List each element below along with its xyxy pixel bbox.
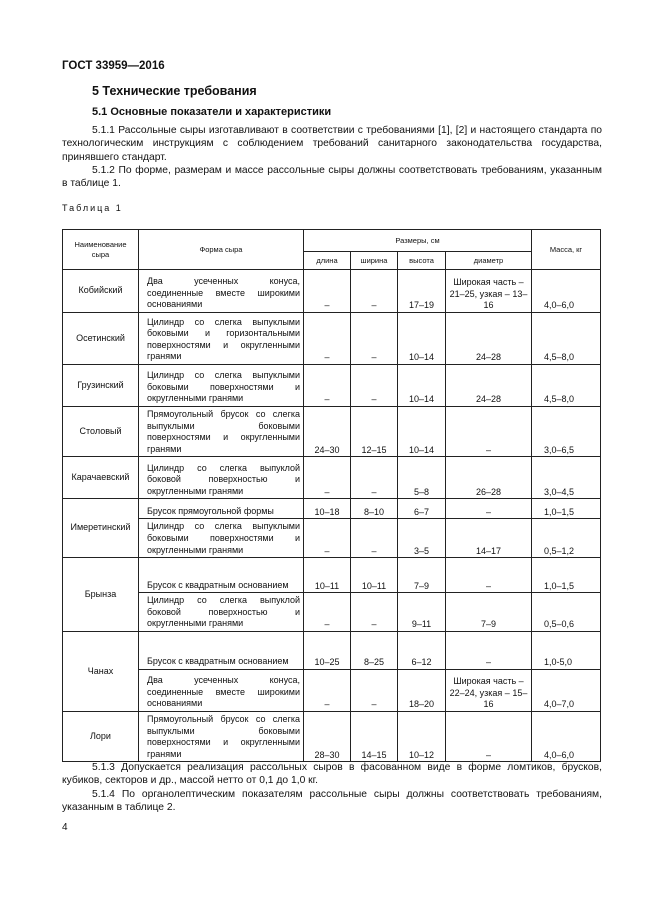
table-body <box>63 270 601 762</box>
header-mass: Масса, кг <box>532 230 601 270</box>
table-cell-mass: 4,0–7,0 <box>532 669 601 711</box>
table-cell-length: 10–25 <box>304 631 351 669</box>
table-cell-height: 17–19 <box>398 270 446 313</box>
header-width: ширина <box>351 252 398 270</box>
paragraph-5-1-2 <box>62 164 602 191</box>
header-height: высота <box>398 252 446 270</box>
table-cell-length: 28–30 <box>304 711 351 761</box>
header-diameter: диаметр <box>446 252 532 270</box>
table-caption: Таблица 1 <box>62 203 123 213</box>
table-cell-mass: 1,0-5,0 <box>532 631 601 669</box>
table-row <box>63 365 601 407</box>
table-cell-shape: Два усеченных конуса, соединенные вместе широкими основаниями <box>139 270 304 313</box>
table-row <box>63 313 601 365</box>
table-cell-length: – <box>304 270 351 313</box>
section-title: 5 Технические требования <box>92 84 257 98</box>
table-cell-shape: Цилиндр со слегка выпуклыми боковыми поверхностями и округленными гранями <box>139 519 304 558</box>
table-cell-cheese-name: Грузинский <box>63 365 139 407</box>
table-cell-length: – <box>304 593 351 632</box>
table-cell-height: 9–11 <box>398 593 446 632</box>
table-cell-length: – <box>304 313 351 365</box>
cheese-size-table <box>62 229 601 762</box>
table-cell-shape: Цилиндр со слегка выпуклой боковой поверхностью и округленными гранями <box>139 457 304 499</box>
paragraph-text: 5.1.4 По органолептическим показателям рассольные сыры должны соответствовать требованиям, указанным в таблице 2. <box>62 789 602 814</box>
table-cell-mass: 0,5–1,2 <box>532 519 601 558</box>
table-cell-width: 10–11 <box>351 558 398 593</box>
table-cell-height: 10–14 <box>398 365 446 407</box>
paragraph-text: 5.1.3 Допускается реализация рассольных сыров в фасованном виде в форме ломтиков, брусков, кубиков, секторов и др., массой нетто от 0,1 до 1,0 кг. <box>62 762 602 787</box>
table-cell-width: 8–25 <box>351 631 398 669</box>
paragraph-5-1-1 <box>62 124 602 164</box>
header-sizes: Размеры, см <box>304 230 532 252</box>
table-cell-length: – <box>304 519 351 558</box>
table-cell-cheese-name: Кобийский <box>63 270 139 313</box>
table-row <box>63 631 601 669</box>
table-cell-length: – <box>304 669 351 711</box>
table-cell-width: 14–15 <box>351 711 398 761</box>
table-cell-mass: 4,5–8,0 <box>532 313 601 365</box>
subsection-title: 5.1 Основные показатели и характеристики <box>92 106 332 118</box>
table-cell-width: – <box>351 313 398 365</box>
table-cell-cheese-name: Брынза <box>63 558 139 632</box>
table-cell-height: 5–8 <box>398 457 446 499</box>
table-cell-shape: Брусок с квадратным основанием <box>139 558 304 593</box>
table-cell-length: – <box>304 365 351 407</box>
paragraph-text: 5.1.2 По форме, размерам и массе рассольные сыры должны соответствовать требованиям, указанным в таблице 1. <box>62 165 602 190</box>
table-cell-shape: Прямоугольный брусок со слегка выпуклыми боковыми поверхностями и округленными гранями <box>139 711 304 761</box>
table-cell-width: 8–10 <box>351 499 398 519</box>
table-cell-cheese-name: Лори <box>63 711 139 761</box>
table-cell-shape: Брусок с квадратным основанием <box>139 631 304 669</box>
table-cell-diameter: Широкая часть – 22–24, узкая – 15–16 <box>446 669 532 711</box>
table-cell-length: 24–30 <box>304 407 351 457</box>
table-cell-diameter: 24–28 <box>446 313 532 365</box>
table-cell-diameter: 26–28 <box>446 457 532 499</box>
table-cell-cheese-name: Имеретинский <box>63 499 139 558</box>
paragraph-5-1-3 <box>62 761 602 788</box>
table-cell-height: 10–12 <box>398 711 446 761</box>
table-cell-diameter: Широкая часть – 21–25, узкая – 13–16 <box>446 270 532 313</box>
table-row <box>63 669 601 711</box>
table-cell-shape: Цилиндр со слегка выпуклыми боковыми поверхностями и округленными гранями <box>139 365 304 407</box>
table-cell-height: 6–7 <box>398 499 446 519</box>
table-cell-shape: Цилиндр со слегка выпуклой боковой поверхностью и округленными гранями <box>139 593 304 632</box>
table-cell-mass: 0,5–0,6 <box>532 593 601 632</box>
table-cell-cheese-name: Чанах <box>63 631 139 711</box>
table-row <box>63 499 601 519</box>
table-cell-width: – <box>351 365 398 407</box>
table-cell-diameter: – <box>446 499 532 519</box>
table-cell-cheese-name: Карачаевский <box>63 457 139 499</box>
table-cell-width: – <box>351 519 398 558</box>
table-cell-mass: 3,0–4,5 <box>532 457 601 499</box>
table-cell-shape: Цилиндр со слегка выпуклыми боковыми и горизонтальными поверхностями и округленными гранями <box>139 313 304 365</box>
table-cell-cheese-name: Столовый <box>63 407 139 457</box>
table-cell-mass: 3,0–6,5 <box>532 407 601 457</box>
table-cell-height: 6–12 <box>398 631 446 669</box>
table-cell-shape: Два усеченных конуса, соединенные вместе широкими основаниями <box>139 669 304 711</box>
table-row <box>63 519 601 558</box>
table-row <box>63 457 601 499</box>
paragraph-text: 5.1.1 Рассольные сыры изготавливают в соответствии с требованиями [1], [2] и настоящего стандарта по технологическим инструкциям с соблюдением требований санитарного законодательства государства, принявшего стандарт. <box>62 125 602 163</box>
table-row <box>63 270 601 313</box>
table-cell-mass: 4,0–6,0 <box>532 711 601 761</box>
table-cell-width: – <box>351 593 398 632</box>
table-cell-diameter: – <box>446 631 532 669</box>
table-cell-cheese-name: Осетинский <box>63 313 139 365</box>
table-cell-length: – <box>304 457 351 499</box>
table-cell-length: 10–11 <box>304 558 351 593</box>
table-cell-mass: 1,0–1,5 <box>532 558 601 593</box>
table-cell-diameter: – <box>446 711 532 761</box>
table-cell-width: 12–15 <box>351 407 398 457</box>
table-row <box>63 407 601 457</box>
page-number: 4 <box>62 822 68 833</box>
table-cell-height: 10–14 <box>398 407 446 457</box>
table-cell-mass: 4,0–6,0 <box>532 270 601 313</box>
table-cell-height: 10–14 <box>398 313 446 365</box>
table-cell-height: 7–9 <box>398 558 446 593</box>
table-cell-diameter: 7–9 <box>446 593 532 632</box>
table-cell-diameter: 24–28 <box>446 365 532 407</box>
table-cell-shape: Прямоугольный брусок со слегка выпуклыми боковыми поверхностями и округленными гранями <box>139 407 304 457</box>
table-cell-mass: 1,0–1,5 <box>532 499 601 519</box>
standard-header: ГОСТ 33959—2016 <box>62 60 165 72</box>
table-row <box>63 593 601 632</box>
table-cell-width: – <box>351 457 398 499</box>
table-cell-height: 3–5 <box>398 519 446 558</box>
table-cell-height: 18–20 <box>398 669 446 711</box>
table-cell-length: 10–18 <box>304 499 351 519</box>
table-cell-width: – <box>351 669 398 711</box>
table-cell-diameter: 14–17 <box>446 519 532 558</box>
table-cell-diameter: – <box>446 558 532 593</box>
table-cell-diameter: – <box>446 407 532 457</box>
header-shape: Форма сыра <box>139 230 304 270</box>
table-row <box>63 558 601 593</box>
table-cell-width: – <box>351 270 398 313</box>
table-row <box>63 711 601 761</box>
header-length: длина <box>304 252 351 270</box>
table-cell-shape: Брусок прямоугольной формы <box>139 499 304 519</box>
header-name: Наименование сыра <box>63 230 139 270</box>
paragraph-5-1-4 <box>62 788 602 815</box>
table-cell-mass: 4,5–8,0 <box>532 365 601 407</box>
